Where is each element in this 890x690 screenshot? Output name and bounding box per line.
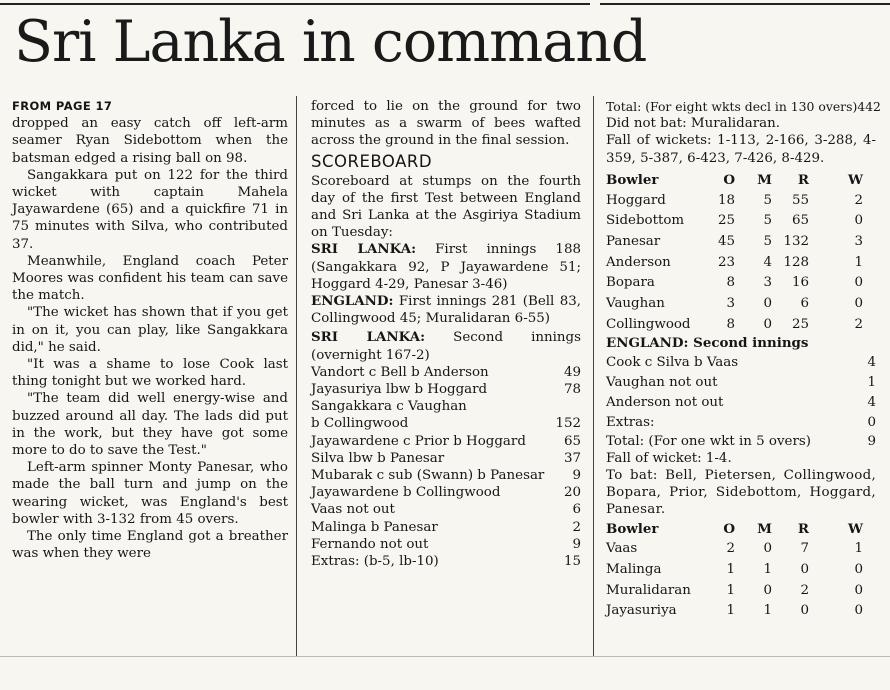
maidens: 0 (763, 316, 772, 332)
wickets: 2 (854, 316, 863, 332)
runs: 55 (791, 192, 809, 208)
batting-row (311, 450, 581, 467)
wickets: 3 (854, 233, 863, 249)
runs: 7 (800, 541, 809, 557)
runs: 65 (791, 213, 809, 229)
header-wickets: W (847, 171, 863, 188)
batsman: Extras: (b-5, lb-10) (311, 554, 439, 570)
bowling-row (606, 581, 876, 602)
column-divider-2 (593, 96, 594, 656)
batting-row (606, 353, 876, 373)
column-divider-1 (296, 96, 297, 656)
bowling-row (606, 191, 876, 212)
bowler: Vaas (606, 541, 638, 557)
batsman: Jayawardene b Collingwood (311, 485, 501, 501)
article-column-3 (606, 98, 881, 622)
bowling-row (606, 560, 876, 581)
total-label: Total: (For one wkt in 5 overs) (606, 433, 811, 449)
runs: 6 (800, 296, 809, 312)
sri-lanka-second-innings (311, 329, 581, 363)
batting-row (311, 467, 581, 484)
bowling-row (606, 294, 876, 315)
batsman: Vaughan not out (606, 374, 718, 390)
overs: 1 (726, 582, 735, 598)
kicker: FROM PAGE 17 (12, 99, 113, 113)
england-fall-of-wicket: Fall of wicket: 1-4. (606, 450, 732, 466)
did-not-bat: Did not bat: Muralidaran. (606, 116, 780, 132)
batsman: Mubarak c sub (Swann) b Panesar (311, 468, 545, 484)
bowler: Malinga (606, 562, 662, 578)
batting-row (311, 415, 581, 432)
article-column-1 (12, 98, 288, 562)
maidens: 5 (763, 213, 772, 229)
runs: 2 (800, 582, 809, 598)
team-label: ENGLAND: (311, 293, 394, 310)
bowling-header-row (606, 519, 876, 540)
england-batting-list (606, 353, 876, 433)
paragraph: Sangakkara put on 122 for the third wicket with captain Mahela Jayawardene (65) and a quickfire 71 in 75 minutes with Silva, who contributed 37. (12, 167, 288, 252)
runs: 0 (800, 562, 809, 578)
sri-lanka-batting-list (311, 364, 581, 570)
england-total (606, 433, 876, 450)
batsman: Malinga b Panesar (311, 519, 438, 535)
runs: 49 (563, 364, 581, 380)
runs: 15 (563, 554, 581, 570)
batsman: Sangakkara c Vaughan (311, 399, 467, 415)
overs: 23 (717, 254, 735, 270)
total-score: 442 (857, 99, 881, 114)
header-bowler: Bowler (606, 171, 659, 188)
paragraph: The only time England got a breather was when they were (12, 529, 288, 562)
batting-row (311, 381, 581, 398)
bowling-row (606, 539, 876, 560)
runs: 132 (783, 233, 809, 249)
paragraph: "The wicket has shown that if you get in on it, you can play, like Sangakkara did," he said. (12, 305, 288, 355)
runs: 65 (563, 433, 581, 449)
paragraph: dropped an easy catch off left-arm seamer Ryan Sidebottom when the batsman edged a rising ball on 98. (12, 116, 288, 166)
overs: 1 (726, 603, 735, 619)
fall-of-wickets: Fall of wickets: 1-113, 2-166, 3-288, 4-359, 5-387, 6-423, 7-426, 8-429. (606, 133, 876, 166)
runs: 9 (572, 536, 581, 552)
batsman: Jayawardene c Prior b Hoggard (311, 433, 526, 449)
wickets: 0 (854, 582, 863, 598)
runs: 2 (572, 519, 581, 535)
runs: 37 (563, 450, 581, 466)
overs: 18 (717, 192, 735, 208)
bowling-row (606, 232, 876, 253)
header-maidens: M (757, 171, 772, 188)
bowler: Panesar (606, 233, 661, 249)
batting-row (311, 484, 581, 501)
maidens: 1 (763, 562, 772, 578)
runs: 9 (572, 468, 581, 484)
wickets: 1 (854, 541, 863, 557)
wickets: 0 (854, 275, 863, 291)
overs: 2 (726, 541, 735, 557)
runs: 20 (563, 485, 581, 501)
batting-row (606, 373, 876, 393)
sri-lanka-bowling-table (606, 519, 876, 623)
batsman: Anderson not out (606, 394, 724, 410)
runs: 128 (783, 254, 809, 270)
team-label: SRI LANKA: (311, 329, 426, 346)
batsman: Silva lbw b Panesar (311, 450, 445, 466)
bowler: Muralidaran (606, 582, 691, 598)
maidens: 5 (763, 192, 772, 208)
batting-row (606, 413, 876, 433)
header-bowler: Bowler (606, 520, 659, 537)
batting-row (311, 398, 581, 415)
top-rule-right (600, 3, 890, 5)
bowler: Sidebottom (606, 213, 685, 229)
team-label: SRI LANKA: (311, 241, 417, 258)
runs: 152 (555, 416, 581, 432)
batting-row (311, 501, 581, 518)
overs: 1 (726, 562, 735, 578)
runs: 4 (867, 354, 876, 370)
headline: Sri Lanka in command (14, 9, 647, 75)
paragraph: "It was a shame to lose Cook last thing tonight but we worked hard. (12, 357, 288, 390)
batting-row (311, 519, 581, 536)
maidens: 5 (763, 233, 772, 249)
maidens: 4 (763, 254, 772, 270)
paragraph: Meanwhile, England coach Peter Moores was confident his team can save the match. (12, 253, 288, 304)
sri-lanka-total (606, 98, 881, 115)
batsman: Extras: (606, 414, 655, 430)
england-second-innings-label: ENGLAND: Second innings (606, 335, 809, 352)
runs: 25 (791, 316, 809, 332)
overs: 8 (726, 275, 735, 291)
bowler: Collingwood (606, 316, 691, 332)
maidens: 1 (763, 603, 772, 619)
innings-summary: Second innings (overnight 167-2) (311, 330, 581, 363)
england-first-innings (311, 293, 581, 327)
bowler: Jayasuriya (606, 603, 677, 619)
batting-row (311, 553, 581, 570)
overs: 45 (717, 233, 735, 249)
header-overs: O (723, 520, 735, 537)
bowling-row (606, 315, 876, 336)
to-bat: To bat: Bell, Pietersen, Collingwood, Bopara, Prior, Sidebottom, Hoggard, Panesar. (606, 468, 876, 518)
innings-summary: First innings 188 (Sangakkara 92, P Jayawardene 51; Hoggard 4-29, Panesar 3-46) (311, 242, 581, 292)
runs: 4 (867, 394, 876, 410)
maidens: 0 (763, 296, 772, 312)
batsman: b Collingwood (311, 416, 409, 432)
runs: 78 (563, 382, 581, 398)
header-runs: R (797, 520, 809, 537)
bowling-row (606, 211, 876, 232)
header-overs: O (723, 171, 735, 188)
batting-row (606, 393, 876, 413)
bowling-header-row (606, 170, 876, 191)
wickets: 0 (854, 603, 863, 619)
batting-row (311, 536, 581, 553)
batting-row (311, 364, 581, 381)
top-rule-left (0, 3, 590, 5)
overs: 3 (726, 296, 735, 312)
sri-lanka-first-innings (311, 241, 581, 293)
england-bowling-table (606, 170, 876, 336)
article-column-2 (311, 98, 581, 570)
bowling-row (606, 253, 876, 274)
paragraph: "The team did well energy-wise and buzzed around all day. The lads did put in the work, but they have got some more to do to save the Test." (12, 391, 288, 459)
maidens: 3 (763, 275, 772, 291)
bowler: Anderson (606, 254, 671, 270)
paragraph: forced to lie on the ground for two minutes as a swarm of bees wafted across the ground in the final session. (311, 99, 581, 149)
runs: 16 (791, 275, 809, 291)
batsman: Vandort c Bell b Anderson (311, 364, 489, 380)
bowler: Hoggard (606, 192, 666, 208)
runs: 0 (867, 414, 876, 430)
total-score: 9 (867, 433, 876, 449)
overs: 25 (717, 213, 735, 229)
scoreboard-heading: SCOREBOARD (311, 151, 433, 171)
header-wickets: W (847, 520, 863, 537)
wickets: 1 (854, 254, 863, 270)
wickets: 2 (854, 192, 863, 208)
total-label: Total: (For eight wkts decl in 130 overs) (606, 99, 858, 114)
batsman: Fernando not out (311, 536, 429, 552)
bowling-row (606, 273, 876, 294)
scoreboard-intro: Scoreboard at stumps on the fourth day of the first Test between England and Sri Lanka at the Asgiriya Stadium on Tuesday: (311, 173, 581, 241)
batsman: Vaas not out (311, 502, 395, 518)
runs: 1 (867, 374, 876, 390)
wickets: 0 (854, 213, 863, 229)
batsman: Jayasuriya lbw b Hoggard (311, 382, 488, 398)
runs: 6 (572, 502, 581, 518)
bottom-rule (0, 656, 890, 657)
header-runs: R (797, 171, 809, 188)
innings-summary: First innings 281 (Bell 83, Collingwood 45; Muralidaran 6-55) (311, 294, 581, 327)
header-maidens: M (757, 520, 772, 537)
wickets: 0 (854, 296, 863, 312)
batting-row (311, 433, 581, 450)
wickets: 0 (854, 562, 863, 578)
bowler: Vaughan (606, 296, 665, 312)
paragraph: Left-arm spinner Monty Panesar, who made the ball turn and jump on the wearing wicket, was England's best bowler with 3-132 from 45 overs. (12, 460, 288, 527)
maidens: 0 (763, 582, 772, 598)
runs: 0 (800, 603, 809, 619)
overs: 8 (726, 316, 735, 332)
bowling-row (606, 601, 876, 622)
bowler: Bopara (606, 275, 655, 291)
maidens: 0 (763, 541, 772, 557)
batsman: Cook c Silva b Vaas (606, 354, 739, 370)
